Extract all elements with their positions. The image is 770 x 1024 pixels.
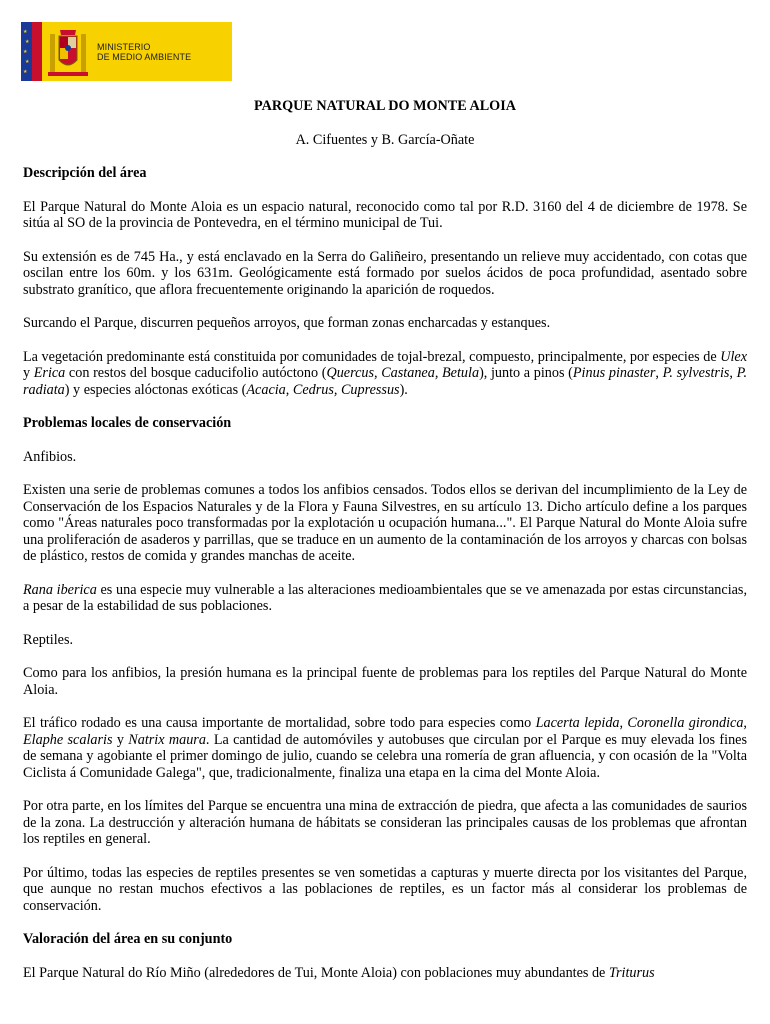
document-authors: A. Cifuentes y B. García-Oñate [295,131,475,148]
ministry-logo [21,22,232,81]
paragraph: El Parque Natural do Monte Aloia es un espacio natural, reconocido como tal por R.D. 3160 del 4 de diciembre de 1978. Se sitúa al SO de la provincia de Pontevedra, en el término municipal de Tui. [23,198,747,231]
paragraph: Surcando el Parque, discurren pequeños arroyos, que forman zonas encharcadas y estanques. [23,315,551,331]
section-heading-assessment: Valoración del área en su conjunto [23,931,233,947]
subsection-label-reptiles: Reptiles. [23,631,74,648]
ministry-line-2: DE MEDIO AMBIENTE [97,52,192,62]
subsection-label-anfibios: Anfibios. [23,448,77,465]
paragraph: Existen una serie de problemas comunes a todos los anfibios censados. Todos ellos se derivan del incumplimiento de la Ley de Conservación de los Espacios Naturales y de la Flora y Fauna Silvestres, en su artículo 13. Dicho artículo define a los parques como "Áreas naturales poco transformadas por la explotación u ocupación humana...". El Parque Natural do Monte Aloia sufre una proliferación de asaderos y parrillas, que se traduce en un aumento de la contaminación de los arroyos y charcas con bolsas de plástico, restos de comida y grandes manchas de aceite. [23,482,747,564]
paragraph: Por otra parte, en los límites del Parque se encuentra una mina de extracción de piedra, que afecta a las comunidades de saurios de la zona. La destrucción y alteración humana de hábitats se consideran las principales causas de los problemas que afrontan los reptiles en general. [23,798,747,847]
eu-flag-stripe: ★ ★ ★ ★ ★ [21,22,42,81]
paragraph: Por último, todas las especies de reptiles presentes se ven sometidas a capturas y muerte directa por los visitantes del Parque, que aunque no restan muchos efectivos a las poblaciones de reptiles, es un factor más al considerar los problemas de conservación. [23,864,747,914]
document-body [23,98,747,998]
paragraph: Rana iberica es una especie muy vulnerable a las alteraciones medioambientales que se ve amenazada por estas circunstancias, a pesar de la estabilidad de sus poblaciones. [23,581,748,614]
paragraph: El tráfico rodado es una causa importante de mortalidad, sobre todo para especies como Lacerta lepida, Coronella girondica, Elaphe scalaris y Natrix maura. La cantidad de automóviles y autobuses que circulan por el Parque es muy elevada los fines de semana y agobiante el primer domingo de julio, cuando se celebra una romería de gran afluencia, y con ocasión de la "Volta Ciclista á Comunidade Galega", que, tradicionalmente, finaliza una etapa en la cima del Monte Aloia. [23,715,748,781]
coat-of-arms-icon [48,26,88,78]
spain-flag-stripe [32,22,42,81]
section-heading-problems: Problemas locales de conservación [23,415,232,431]
ministry-name [97,42,191,62]
paragraph: El Parque Natural do Río Miño (alrededores de Tui, Monte Aloia) con poblaciones muy abundantes de Triturus [23,964,655,981]
document-title: PARQUE NATURAL DO MONTE ALOIA [254,98,516,114]
paragraph: Como para los anfibios, la presión humana es la principal fuente de problemas para los reptiles del Parque Natural do Monte Aloia. [23,665,747,698]
paragraph: La vegetación predominante está constituida por comunidades de tojal-brezal, compuesto, principalmente, por especies de Ulex y Erica con restos del bosque caducifolio autóctono (Quercus, Castanea, Betula), junto a pinos (Pinus pinaster, P. sylvestris, P. radiata) y especies alóctonas exóticas (Acacia, Cedrus, Cupressus). [23,348,748,398]
paragraph: Su extensión es de 745 Ha., y está enclavado en la Serra do Galiñeiro, presentando un relieve muy accidentado, con cotas que oscilan entre los 60m. y los 631m. Geológicamente está formado por suelos ácidos de poca profundidad, asentado sobre substrato granítico, que aflora frecuentemente originando la aparición de roquedos. [23,248,747,298]
ministry-line-1: MINISTERIO [97,42,151,52]
section-heading-description: Descripción del área [23,165,147,181]
